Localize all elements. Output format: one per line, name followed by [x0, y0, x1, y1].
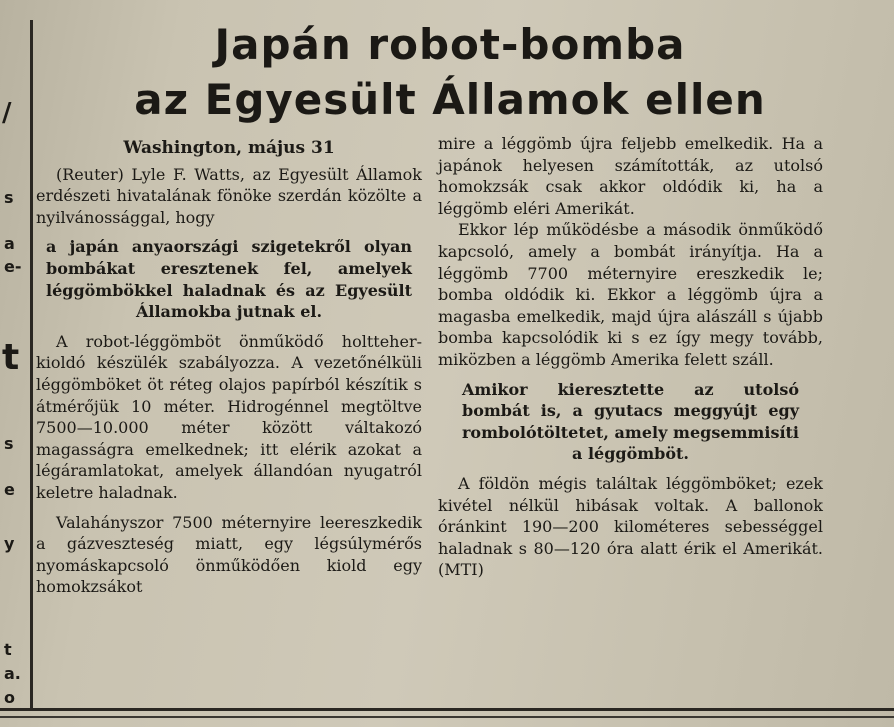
margin-fragment: s	[4, 188, 14, 207]
margin-fragment: o	[4, 688, 15, 707]
margin-fragment: y	[4, 534, 15, 553]
bottom-rule-secondary	[0, 716, 894, 718]
dateline: Washington, május 31	[123, 138, 335, 158]
paragraph: (Reuter) Lyle F. Watts, az Egyesült Államok erdészeti hivatalának fönöke szerdán közölte a nyilvánossággal, hogy	[36, 164, 422, 227]
margin-fragment: a	[4, 234, 15, 253]
paragraph: A földön mégis találtak léggömböket; ezek kivétel nélkül hibásak voltak. A ballonok óránkint 190—200 kilométeres sebességgel haladnak s 80—120 óra alatt érik el Amerikát. (MTI)	[438, 473, 823, 580]
bold-paragraph: Amikor kieresztette az utolsó bombát is, a gyutacs meggyújt egy rombolótöltetet, amely megsemmisíti a léggömböt.	[462, 379, 799, 464]
paragraph: A robot-léggömböt önműködő holtteher-kioldó készülék szabályozza. A vezetőnélküli léggömböket öt réteg olajos papírból készítik s átmérőjük 10 méter. Hidrogénnel megtöltve 7500—10.000 méter között váltakozó magasságra emelkednek; itt elérik azokat a légáramlatokat, amelyek állandóan nyugatról keletre haladnak.	[36, 331, 422, 502]
column-rule	[30, 20, 33, 710]
margin-fragment: a.	[4, 664, 21, 683]
paragraph: Ekkor lép működésbe a második önműködő kapcsoló, amely a bombát irányítja. Ha a léggömb 7700 méternyire ereszkedik le; bomba oldódik ki. Ekkor a léggömb újra a magasba emelkedik, majd újra alászáll s újabb bomba kapcsolódik ki s ez így megy tovább, miközben a léggömb Amerika felett száll.	[438, 220, 823, 369]
margin-fragment: t	[4, 640, 12, 659]
margin-fragment: t	[2, 337, 20, 378]
paragraph: Valahányszor 7500 méternyire leereszkedik a gázveszteség miatt, egy légsúlymérős nyomáskapcsoló önműködően kiold egy homokzsákot	[36, 512, 422, 597]
margin-fragment: e-	[4, 257, 22, 276]
bottom-rule	[0, 708, 894, 711]
article-column-2	[438, 133, 823, 581]
bold-paragraph: a japán anyaországi szigetekről olyan bombákat eresztenek fel, amelyek léggömbökkel haladnak és az Egyesült Államokba jutnak el.	[46, 237, 412, 322]
article-column-1	[36, 138, 422, 598]
headline-line-1: Japán robot-bomba	[214, 20, 686, 69]
margin-fragment: e	[4, 480, 15, 499]
paragraph: mire a léggömb újra feljebb emelkedik. Ha a japánok helyesen számították, az utolsó homokzsák csak akkor oldódik ki, ha a léggömb eléri Amerikát.	[438, 134, 823, 218]
headline-line-2: az Egyesült Államok ellen	[134, 75, 766, 124]
margin-fragment: s	[4, 434, 14, 453]
margin-fragment: /	[2, 98, 12, 128]
